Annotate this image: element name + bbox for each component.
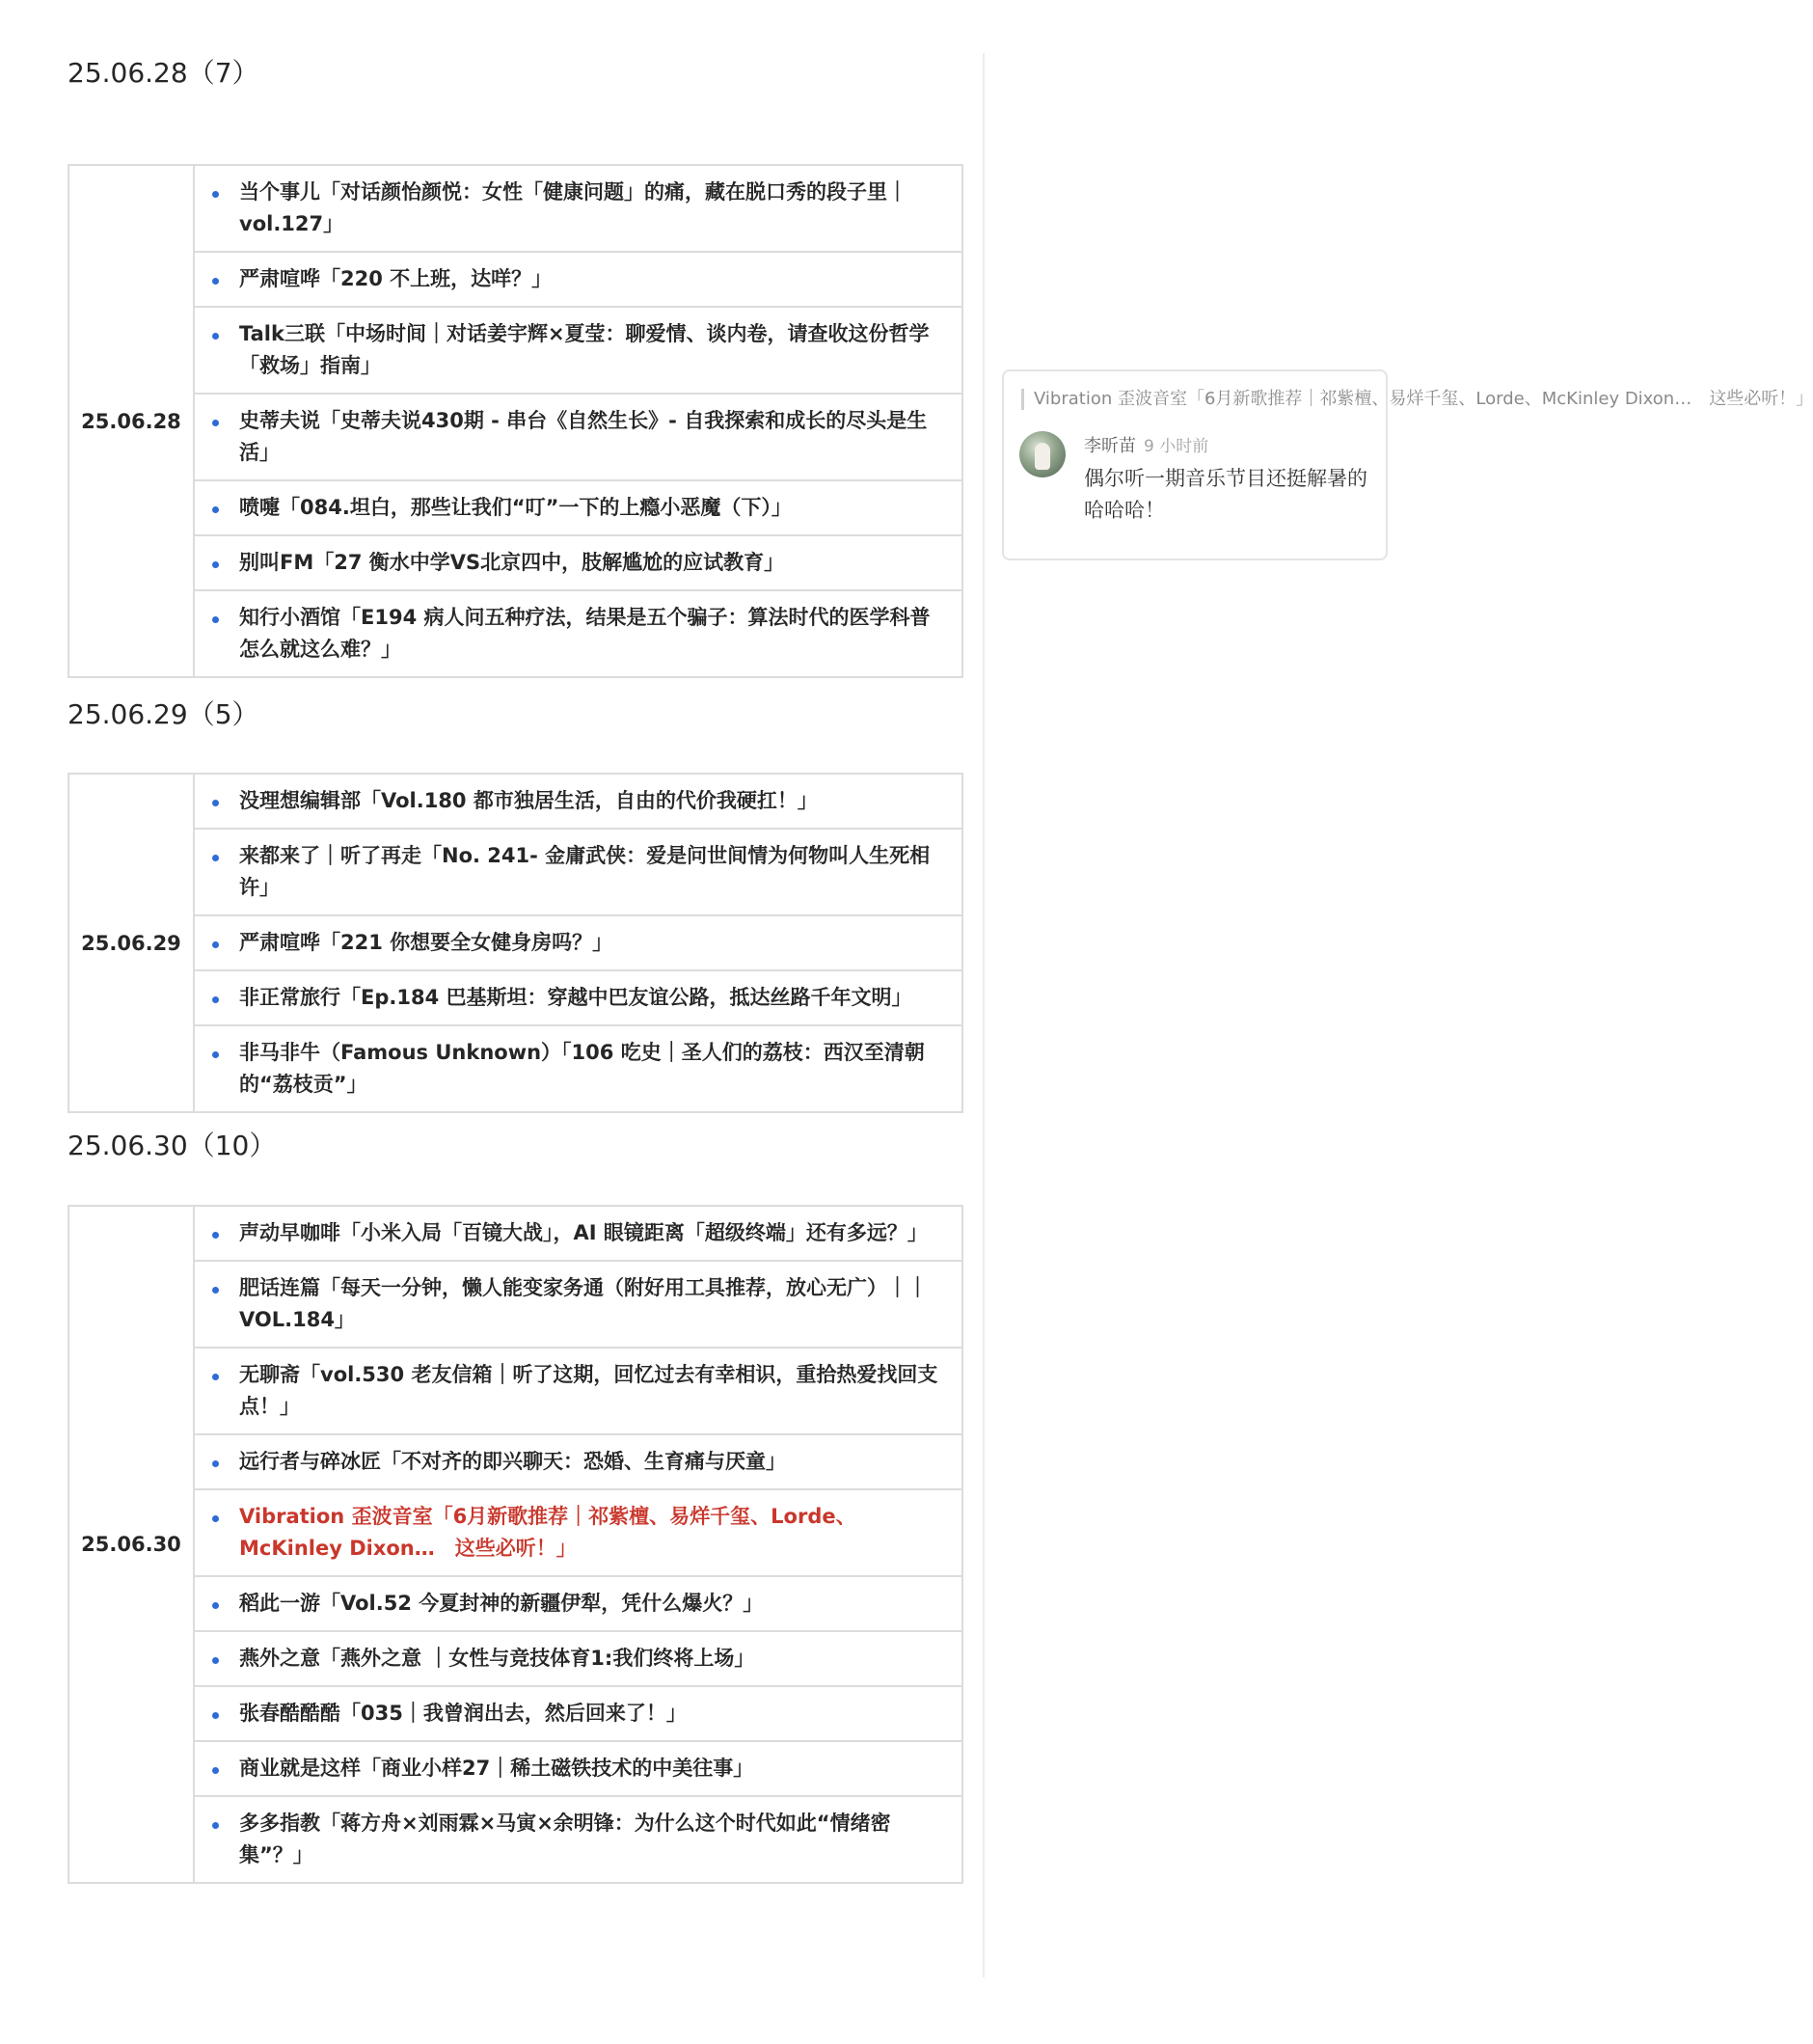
comment-card[interactable] bbox=[1002, 369, 1813, 560]
day-table-0629 bbox=[68, 773, 963, 1113]
highlighted-list-item[interactable]: Vibration 歪波音室「6月新歌推荐｜祁紫檀、易烊千玺、Lorde、McKinley Dixon… 这些必听！」 bbox=[195, 1490, 961, 1577]
list-item[interactable]: 当个事儿「对话颜怡颜悦：女性「健康问题」的痛，藏在脱口秀的段子里｜vol.127」 bbox=[195, 166, 961, 253]
bullet-icon bbox=[212, 1374, 219, 1380]
bullet-icon bbox=[212, 561, 219, 568]
list-item[interactable]: 来都来了｜听了再走「No. 241- 金庸武侠：爱是问世间情为何物叫人生死相许」 bbox=[195, 830, 961, 916]
section-heading-0630: 25.06.30（10） bbox=[68, 1130, 277, 1161]
comment-time: 9 小时前 bbox=[1144, 437, 1209, 456]
list-item[interactable]: 史蒂夫说「史蒂夫说430期 - 串台《自然生长》- 自我探索和成长的尽头是生活」 bbox=[195, 395, 961, 481]
list-item[interactable]: 燕外之意「燕外之意 ｜女性与竞技体育1:我们终将上场」 bbox=[195, 1632, 961, 1687]
date-cell: 25.06.30 bbox=[68, 1206, 194, 1883]
list-item[interactable]: 多多指教「蒋方舟×刘雨霖×马寅×余明锋：为什么这个时代如此“情绪密集”？」 bbox=[195, 1797, 961, 1882]
list-item[interactable]: 商业就是这样「商业小样27｜稀土磁铁技术的中美往事」 bbox=[195, 1742, 961, 1797]
bullet-icon bbox=[212, 616, 219, 623]
bullet-icon bbox=[212, 278, 219, 285]
list-item[interactable]: 严肃喧哗「221 你想要全女健身房吗？」 bbox=[195, 916, 961, 971]
bullet-icon bbox=[212, 1460, 219, 1467]
bullet-icon bbox=[212, 1051, 219, 1058]
list-item[interactable]: 非马非牛（Famous Unknown）「106 吃史｜圣人们的荔枝：西汉至清朝的“荔枝贡”」 bbox=[195, 1026, 961, 1111]
section-heading-0629: 25.06.29（5） bbox=[68, 698, 259, 730]
bullet-icon bbox=[212, 1287, 219, 1294]
bullet-icon bbox=[212, 1767, 219, 1774]
list-item[interactable]: 远行者与碎冰匠「不对齐的即兴聊天：恐婚、生育痛与厌童」 bbox=[195, 1435, 961, 1490]
list-item[interactable]: 非正常旅行「Ep.184 巴基斯坦：穿越中巴友谊公路，抵达丝路千年文明」 bbox=[195, 971, 961, 1026]
bullet-icon bbox=[212, 1515, 219, 1522]
section-heading-0628: 25.06.28（7） bbox=[68, 57, 259, 89]
list-item[interactable]: 声动早咖啡「小米入局「百镜大战」，AI 眼镜距离「超级终端」还有多远？」 bbox=[195, 1207, 961, 1262]
date-cell: 25.06.29 bbox=[68, 774, 194, 1112]
date-cell: 25.06.28 bbox=[68, 165, 194, 677]
comment-quote[interactable]: Vibration 歪波音室「6月新歌推荐｜祁紫檀、易烊千玺、Lorde、McKinley Dixon… 这些必听！」 bbox=[1021, 389, 1381, 410]
day-table-0628 bbox=[68, 164, 963, 678]
bullet-icon bbox=[212, 996, 219, 1003]
comment-author-line bbox=[1084, 432, 1208, 457]
bullet-icon bbox=[212, 506, 219, 513]
list-item[interactable]: 张春酷酷酷「035｜我曾润出去，然后回来了！」 bbox=[195, 1687, 961, 1742]
bullet-icon bbox=[212, 800, 219, 806]
bullet-icon bbox=[212, 1232, 219, 1239]
bullet-icon bbox=[212, 191, 219, 198]
bullet-icon bbox=[212, 1657, 219, 1664]
bullet-icon bbox=[212, 941, 219, 948]
bullet-icon bbox=[212, 855, 219, 861]
list-item[interactable]: Talk三联「中场时间｜对话姜宇辉×夏莹：聊爱情、谈内卷，请查收这份哲学「救场」指南」 bbox=[195, 308, 961, 395]
comment-author[interactable]: 李昕苗 bbox=[1084, 436, 1136, 456]
list-item[interactable]: 稻此一游「Vol.52 今夏封神的新疆伊犁，凭什么爆火？」 bbox=[195, 1577, 961, 1632]
comment-text: 偶尔听一期音乐节目还挺解暑的哈哈哈！ bbox=[1084, 467, 1367, 522]
list-item[interactable]: 肥话连篇「每天一分钟，懒人能变家务通（附好用工具推荐，放心无广）｜｜VOL.184」 bbox=[195, 1262, 961, 1349]
list-item[interactable]: 知行小酒馆「E194 病人问五种疗法，结果是五个骗子：算法时代的医学科普怎么就这么难？」 bbox=[195, 591, 961, 676]
column-divider bbox=[983, 53, 985, 1977]
list-item[interactable]: 没理想编辑部「Vol.180 都市独居生活，自由的代价我硬扛！」 bbox=[195, 775, 961, 830]
day-table-0630 bbox=[68, 1205, 963, 1884]
avatar[interactable] bbox=[1019, 431, 1066, 477]
list-item[interactable]: 别叫FM「27 衡水中学VS北京四中，肢解尴尬的应试教育」 bbox=[195, 536, 961, 591]
bullet-icon bbox=[212, 1822, 219, 1829]
list-item[interactable]: 喷嚏「084.坦白，那些让我们“叮”一下的上瘾小恶魔（下）」 bbox=[195, 481, 961, 536]
bullet-icon bbox=[212, 420, 219, 426]
list-item[interactable]: 严肃喧哗「220 不上班，达咩？」 bbox=[195, 253, 961, 308]
bullet-icon bbox=[212, 1712, 219, 1719]
list-item[interactable]: 无聊斋「vol.530 老友信箱｜听了这期，回忆过去有幸相识，重拾热爱找回支点！」 bbox=[195, 1349, 961, 1435]
bullet-icon bbox=[212, 333, 219, 340]
bullet-icon bbox=[212, 1602, 219, 1609]
